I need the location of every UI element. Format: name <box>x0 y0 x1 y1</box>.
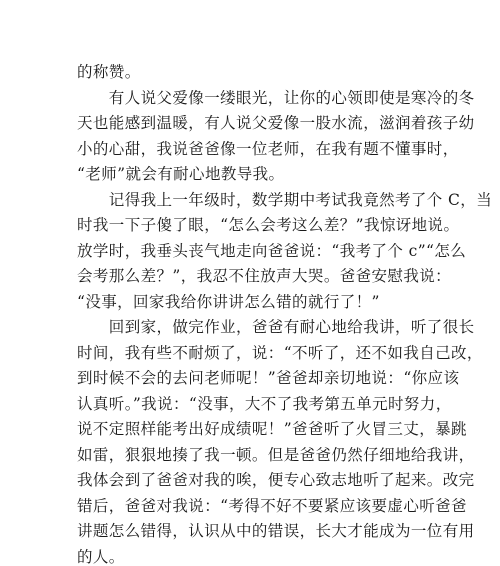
essay-text <box>77 60 493 566</box>
text-line: 讲题怎么错得，认识从中的错误，长大才能成为一位有用 <box>77 522 475 540</box>
text-line: 会考那么差？”，我忍不住放声大哭。爸爸安慰我说： <box>77 267 452 285</box>
text-line: 记得我上一年级时，数学期中考试我竟然考了个 C，当 <box>77 190 493 209</box>
text-line: 认真听。”我说：“没事，大不了我考第五单元时努力， <box>77 394 452 413</box>
text-line: “老师”就会有耐心地教导我。 <box>77 165 285 183</box>
text-line: 错后，爸爸对我说：“考得不好不要紧应该要虚心听爸爸 <box>77 496 467 515</box>
text-line: 放学时，我垂头丧气地走向爸爸说：“我考了个 c”“怎么 <box>77 241 467 260</box>
text-line: 天也能感到温暖，有人说父爱像一股水流，滋润着孩子幼 <box>77 114 475 132</box>
text-line: 时间，我有些不耐烦了，说：“不听了，还不如我自己改， <box>77 343 483 362</box>
text-line: 说不定照样能考出好成绩呢！”爸爸听了火冒三丈，暴跳 <box>77 420 467 438</box>
text-line: 的称赞。 <box>77 63 141 81</box>
text-line: 小的心甜，我说爸爸像一位老师，在我有题不懂事时， <box>77 139 459 158</box>
text-line: 的人。 <box>77 547 125 566</box>
text-line: 有人说父爱像一缕眼光，让你的心领即使是寒冷的冬 <box>77 88 475 107</box>
text-line: 如雷，狠狠地揍了我一顿。但是爸爸仍然仔细地给我讲， <box>77 445 475 464</box>
text-line: 到时候不会的去问老师呢！”爸爸却亲切地说：“你应该 <box>77 369 460 387</box>
text-line: 我体会到了爸爸对我的唉，便专心致志地听了起来。改完 <box>77 471 475 489</box>
text-line: 回到家，做完作业，爸爸有耐心地给我讲，听了很长 <box>77 318 475 336</box>
text-line: 时我一下子傻了眼，“怎么会考这么差？”我惊讶地说。 <box>77 216 460 234</box>
text-line: “没事，回家我给你讲讲怎么错的就行了！” <box>77 292 380 311</box>
